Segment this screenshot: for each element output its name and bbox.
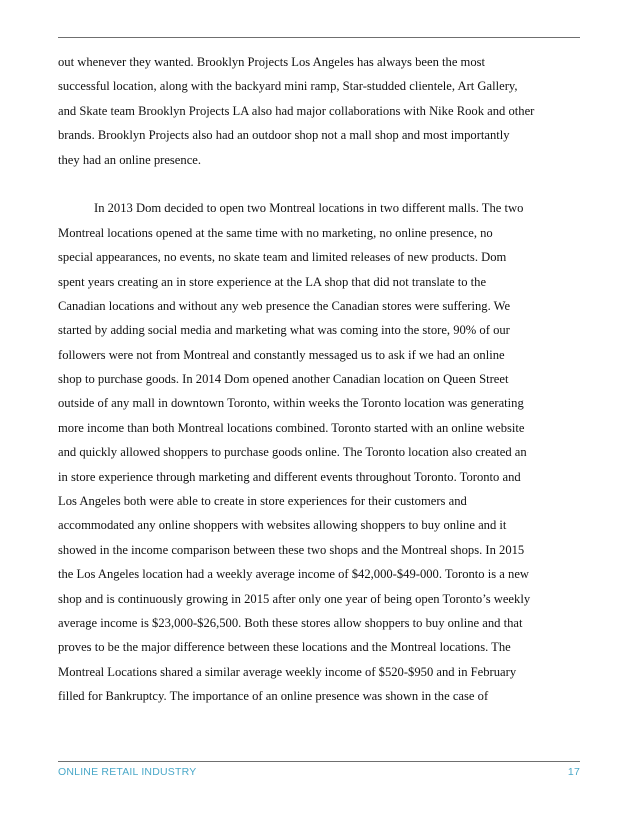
text-line: the Los Angeles location had a weekly average income of $42,000-$49-000. Toronto is a new (58, 567, 530, 582)
text-line: Montreal locations opened at the same time with no marketing, no online presence, no (58, 225, 493, 240)
text-line: shop to purchase goods. In 2014 Dom opened another Canadian location on Queen Street (58, 372, 509, 387)
text-line: filled for Bankruptcy. The importance of an online presence was shown in the case of (58, 689, 489, 704)
text-line: special appearances, no events, no skate team and limited releases of new products. Dom (58, 250, 507, 265)
text-line: more income than both Montreal locations combined. Toronto started with an online website (58, 420, 525, 435)
text-line: brands. Brooklyn Projects also had an outdoor shop not a mall shop and most importantly (58, 128, 510, 143)
text-line: Montreal Locations shared a similar average weekly income of $520-$950 and in February (58, 664, 517, 679)
footer-section-title: ONLINE RETAIL INDUSTRY (58, 766, 197, 778)
text-line: showed in the income comparison between these two shops and the Montreal shops. In 2015 (58, 542, 525, 557)
text-line: started by adding social media and marketing what was coming into the store, 90% of our (58, 323, 510, 338)
text-line: in store experience through marketing and different events throughout Toronto. Toronto and (58, 469, 521, 484)
text-line: proves to be the major difference between these locations and the Montreal locations. The (58, 640, 511, 655)
text-line: they had an online presence. (58, 152, 202, 167)
text-line: average income is $23,000-$26,500. Both these stores allow shoppers to buy online and that (58, 615, 523, 630)
footer-rule (58, 761, 580, 762)
paragraph-gap (58, 172, 588, 196)
text-line: and quickly allowed shoppers to purchase goods online. The Toronto location also created an (58, 445, 527, 460)
text-line: successful location, along with the backyard mini ramp, Star-studded clientele, Art Gallery, (58, 79, 518, 94)
header-rule (58, 37, 580, 38)
text-line: Los Angeles both were able to create in store experiences for their customers and (58, 494, 467, 509)
text-line: and Skate team Brooklyn Projects LA also had major collaborations with Nike Rook and other (58, 103, 535, 118)
text-line: spent years creating an in store experience at the LA shop that did not translate to the (58, 274, 487, 289)
text-line: accommodated any online shoppers with websites allowing shoppers to buy online and it (58, 518, 507, 533)
text-line: shop and is continuously growing in 2015 after only one year of being open Toronto’s weekly (58, 591, 531, 606)
text-line: followers were not from Montreal and constantly messaged us to ask if we had an online (58, 347, 505, 362)
page-footer (58, 766, 580, 782)
text-line: outside of any mall in downtown Toronto, within weeks the Toronto location was generating (58, 396, 524, 411)
document-body (58, 50, 588, 709)
page-number: 17 (567, 766, 580, 778)
paragraph-1 (58, 50, 588, 172)
paragraph-2 (58, 196, 588, 708)
text-line: Canadian locations and without any web presence the Canadian stores were suffering. We (58, 298, 511, 313)
text-line: out whenever they wanted. Brooklyn Projects Los Angeles has always been the most (58, 55, 486, 69)
text-line: In 2013 Dom decided to open two Montreal locations in two different malls. The two (94, 201, 524, 216)
